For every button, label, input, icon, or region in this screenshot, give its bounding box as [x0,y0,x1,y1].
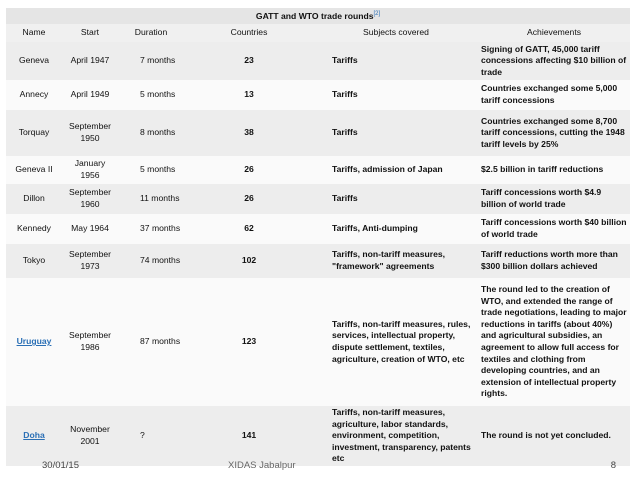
round-name: Dillon [6,184,62,214]
round-start: November 2001 [62,406,118,466]
round-duration: 7 months [118,42,184,80]
round-duration: 8 months [118,110,184,156]
table-row [6,244,630,278]
table-title-text: GATT and WTO trade rounds [255,10,374,21]
footer-organization: XIDAS Jabalpur [228,460,296,471]
round-start: September 1986 [62,278,118,406]
round-start: September 1960 [62,184,118,214]
round-start: September 1973 [62,244,118,278]
round-countries: 23 [184,42,314,80]
header-duration: Duration [118,24,184,42]
round-countries: 26 [184,184,314,214]
table-row [6,278,630,406]
header-name: Name [6,24,62,42]
round-duration: ? [118,406,184,466]
round-countries: 26 [184,156,314,184]
round-subjects: Tariffs [314,184,478,214]
round-achievements: The round led to the creation of WTO, and extended the range of trade negotiations, leading to major reductions in tariffs (about 40%) and agricultural subsidies, an agreement to allow full access for textiles and clothing from developing countries, and an extension of intellectual property rights. [478,278,630,406]
table-body [6,42,630,466]
round-duration: 74 months [118,244,184,278]
round-achievements: Tariff concessions worth $40 billion of world trade [478,214,630,244]
round-duration: 87 months [118,278,184,406]
table-row [6,42,630,80]
round-name: Kennedy [6,214,62,244]
round-achievements: Tariff concessions worth $4.9 billion of world trade [478,184,630,214]
title-reference-link[interactable]: [2] [373,10,381,17]
footer-date: 30/01/15 [42,460,79,471]
round-subjects: Tariffs, Anti-dumping [314,214,478,244]
round-countries: 62 [184,214,314,244]
table-title [6,8,630,24]
round-subjects: Tariffs [314,80,478,110]
round-subjects: Tariffs, non-tariff measures, rules, services, intellectual property, dispute settlement, textiles, agriculture, creation of WTO, etc [314,278,478,406]
table-header-row [6,24,630,42]
round-name: Geneva [6,42,62,80]
table-row [6,156,630,184]
round-subjects: Tariffs, non-tariff measures, agriculture, labor standards, environment, competition, investment, transparency, patents etc [314,406,478,466]
round-duration: 5 months [118,80,184,110]
header-achievements: Achievements [478,24,630,42]
header-start: Start [62,24,118,42]
table-title-row [6,8,630,24]
round-name-link[interactable]: Doha [23,430,45,441]
header-countries: Countries [184,24,314,42]
round-subjects: Tariffs, admission of Japan [314,156,478,184]
table-row [6,110,630,156]
round-start: April 1949 [62,80,118,110]
table-row [6,184,630,214]
table-row [6,406,630,466]
round-subjects: Tariffs [314,110,478,156]
round-start: September 1950 [62,110,118,156]
table-row [6,214,630,244]
round-subjects: Tariffs, non-tariff measures, "framework" agreements [314,244,478,278]
round-subjects: Tariffs [314,42,478,80]
round-start: January 1956 [62,156,118,184]
round-start: April 1947 [62,42,118,80]
trade-rounds-table [6,8,630,466]
round-countries: 38 [184,110,314,156]
round-achievements: Signing of GATT, 45,000 tariff concessions affecting $10 billion of trade [478,42,630,80]
round-countries: 13 [184,80,314,110]
round-duration: 5 months [118,156,184,184]
table-row [6,80,630,110]
round-achievements: Countries exchanged some 8,700 tariff concessions, cutting the 1948 tariff levels by 25% [478,110,630,156]
round-name: Torquay [6,110,62,156]
round-name: Annecy [6,80,62,110]
round-name [6,406,62,466]
round-countries: 123 [184,278,314,406]
round-countries: 141 [184,406,314,466]
round-name [6,278,62,406]
round-name: Geneva II [6,156,62,184]
round-duration: 37 months [118,214,184,244]
header-subjects: Subjects covered [314,24,478,42]
round-achievements: $2.5 billion in tariff reductions [478,156,630,184]
round-start: May 1964 [62,214,118,244]
round-name: Tokyo [6,244,62,278]
round-achievements: Tariff reductions worth more than $300 billion dollars achieved [478,244,630,278]
round-countries: 102 [184,244,314,278]
round-duration: 11 months [118,184,184,214]
round-name-link[interactable]: Uruguay [16,336,52,347]
round-achievements: Countries exchanged some 5,000 tariff concessions [478,80,630,110]
footer-page-number: 8 [610,460,616,471]
round-achievements: The round is not yet concluded. [478,406,630,466]
